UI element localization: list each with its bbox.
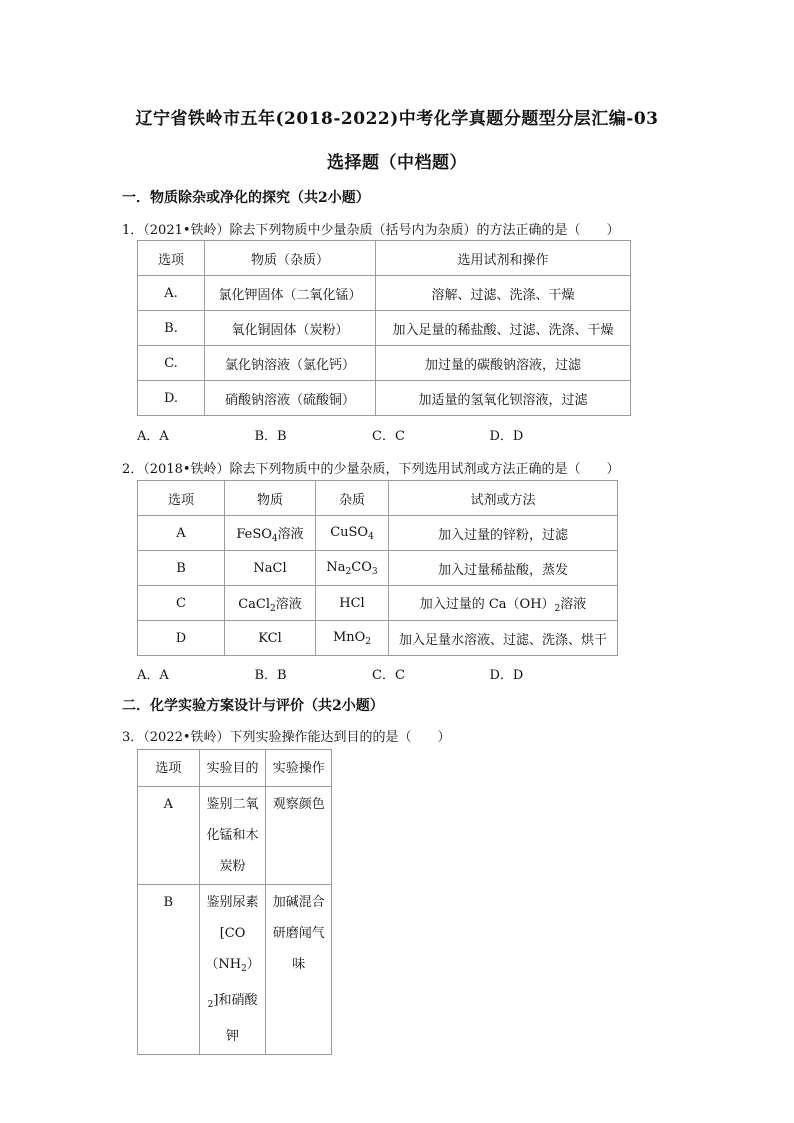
table-row — [138, 551, 618, 586]
table-cell: C — [138, 586, 225, 621]
table-cell: C. — [138, 346, 205, 381]
table-cell: B — [138, 551, 225, 586]
table-row — [138, 311, 631, 346]
question-1-stem: 1．（2021•铁岭）除去下列物质中少量杂质（括号内为杂质）的方法正确的是（ ） — [122, 223, 620, 238]
table-row — [138, 346, 631, 381]
table-header-cell: 实验操作 — [266, 750, 332, 787]
table-cell: 加适量的氢氧化钡溶液，过滤 — [376, 381, 631, 416]
table-header-cell: 物质 — [225, 481, 316, 516]
section-heading-1: 一．物质除杂或净化的探究（共2小题） — [122, 190, 370, 206]
table-header-cell: 选项 — [138, 750, 200, 787]
table-row — [138, 381, 631, 416]
table-cell: CuSO$_4$ — [316, 516, 389, 551]
table-header-row — [138, 481, 618, 516]
table-cell: 加入过量的锌粉，过滤 — [389, 516, 618, 551]
table-cell: 加入过量稀盐酸，蒸发 — [389, 551, 618, 586]
table-cell: $Na_2CO_3$ — [316, 551, 389, 586]
section-heading-2: 二．化学实验方案设计与评价（共2小题） — [122, 698, 384, 714]
answer-option-c[interactable]: C．C — [372, 429, 405, 444]
table-cell: 氧化铜固体（炭粉） — [205, 311, 376, 346]
table-row — [138, 276, 631, 311]
table-cell: MnO$_2$ — [316, 621, 389, 656]
table-header-cell: 试剂或方法 — [389, 481, 618, 516]
question-1-table — [137, 240, 631, 416]
table-cell: A. — [138, 276, 205, 311]
table-cell: 加碱混合研磨闻气味 — [266, 885, 332, 1055]
table-cell: B — [138, 885, 200, 1055]
table-cell: 氯化钾固体（二氧化锰） — [205, 276, 376, 311]
question-3-stem: 3．（2022•铁岭）下列实验操作能达到目的的是（ ） — [122, 730, 451, 745]
table-row — [138, 787, 332, 885]
table-cell: 鉴别二氧化锰和木炭粉 — [199, 787, 266, 885]
table-cell: 加入足量水溶液、过滤、洗涤、烘干 — [389, 621, 618, 656]
table-header-cell: 杂质 — [316, 481, 389, 516]
table-cell: B. — [138, 311, 205, 346]
table-header-cell: 选用试剂和操作 — [376, 241, 631, 276]
table-cell: 溶解、过滤、洗涤、干燥 — [376, 276, 631, 311]
answer-option-d[interactable]: D．D — [489, 668, 524, 683]
question-3-table — [137, 749, 332, 1055]
answer-option-b[interactable]: B．B — [254, 429, 287, 444]
table-cell: 氯化钠溶液（氯化钙） — [205, 346, 376, 381]
table-row — [138, 516, 618, 551]
table-cell: 硝酸钠溶液（硫酸铜） — [205, 381, 376, 416]
question-1-options — [137, 425, 607, 444]
table-header-cell: 选项 — [138, 241, 205, 276]
question-2-stem: 2．（2018•铁岭）除去下列物质中的少量杂质，下列选用试剂或方法正确的是（ ） — [122, 462, 620, 477]
document-title: 辽宁省铁岭市五年(2018-2022)中考化学真题分题型分层汇编-03 — [135, 109, 659, 129]
question-2-table — [137, 480, 618, 656]
table-cell: 鉴别尿素$[CO(NH_2)_2]$和硝酸钾 — [199, 885, 266, 1055]
answer-option-d[interactable]: D．D — [489, 429, 524, 444]
table-cell: 加入过量的 $Ca(OH)_2$溶液 — [389, 586, 618, 621]
table-cell: 加过量的碳酸钠溶液，过滤 — [376, 346, 631, 381]
table-row — [138, 621, 618, 656]
table-cell: 观察颜色 — [266, 787, 332, 885]
table-cell: CaCl$_2$溶液 — [225, 586, 316, 621]
answer-option-b[interactable]: B．B — [254, 668, 287, 683]
table-cell: KCl — [225, 621, 316, 656]
answer-option-a[interactable]: A．A — [137, 668, 169, 683]
table-header-row — [138, 750, 332, 787]
table-header-row — [138, 241, 631, 276]
question-2-options — [137, 664, 607, 683]
document-subtitle: 选择题（中档题） — [327, 153, 467, 173]
table-row — [138, 586, 618, 621]
answer-option-a[interactable]: A．A — [137, 429, 169, 444]
table-header-cell: 选项 — [138, 481, 225, 516]
table-cell: HCl — [316, 586, 389, 621]
table-cell: D — [138, 621, 225, 656]
table-cell: FeSO$_4$溶液 — [225, 516, 316, 551]
table-header-cell: 物质（杂质） — [205, 241, 376, 276]
table-cell: A — [138, 516, 225, 551]
table-row — [138, 885, 332, 1055]
table-header-cell: 实验目的 — [199, 750, 266, 787]
table-cell: A — [138, 787, 200, 885]
table-cell: NaCl — [225, 551, 316, 586]
table-cell: D. — [138, 381, 205, 416]
table-cell: 加入足量的稀盐酸、过滤、洗涤、干燥 — [376, 311, 631, 346]
answer-option-c[interactable]: C．C — [372, 668, 405, 683]
